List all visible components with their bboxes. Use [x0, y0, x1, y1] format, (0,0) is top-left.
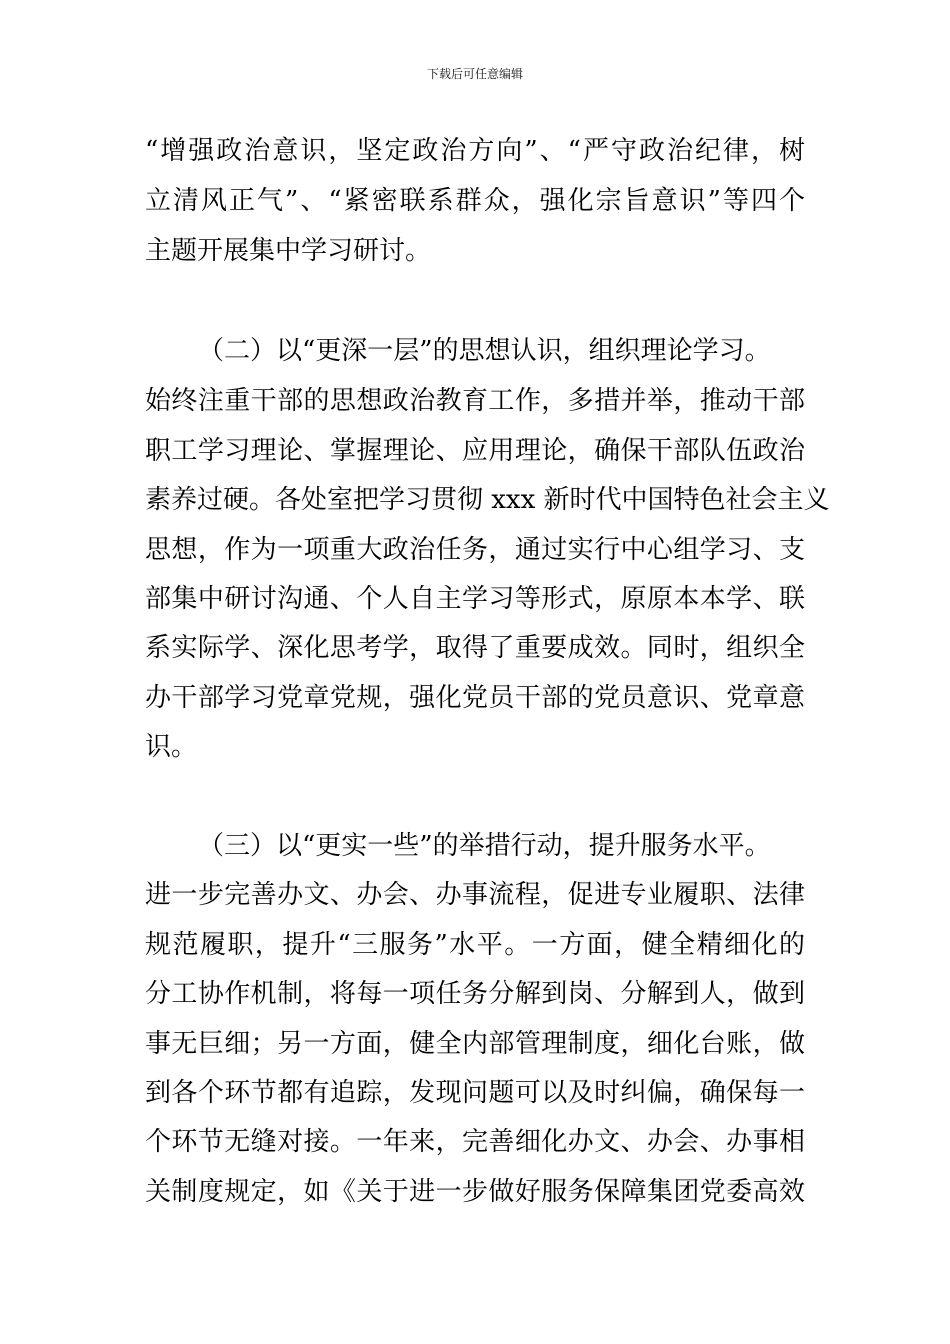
text-line: “增强政治意识，坚定政治方向”、“严守政治纪律，树: [145, 136, 805, 166]
text-line: 识。: [145, 732, 198, 762]
text-line: 到各个环节都有追踪，发现问题可以及时纠偏，确保每一: [145, 1078, 805, 1108]
text-line: 办干部学习党章党规，强化党员干部的党员意识、党章意: [145, 683, 805, 713]
text-line: 素养过硬。各处室把学习贯彻 xxx 新时代中国特色社会主义: [145, 485, 830, 515]
text-line: 关制度规定，如《关于进一步做好服务保障集团党委高效: [145, 1177, 805, 1207]
text-line: 主题开展集中学习研讨。: [145, 236, 432, 266]
text-line: 事无巨细；另一方面，健全内部管理制度，细化台账，做: [145, 1029, 805, 1059]
text-line: 部集中研讨沟通、个人自主学习等形式，原原本本学、联: [145, 584, 805, 614]
text-line: 始终注重干部的思想政治教育工作，多措并举，推动干部: [145, 386, 805, 416]
text-line: 规范履职，提升“三服务”水平。一方面，健全精细化的: [145, 930, 805, 960]
text-line: 进一步完善办文、办会、办事流程，促进专业履职、法律: [145, 880, 805, 910]
page-header: 下载后可任意编辑: [426, 67, 523, 81]
text-line: 职工学习理论、掌握理论、应用理论，确保干部队伍政治: [145, 436, 805, 466]
section-heading-line: （二）以“更深一层”的思想认识，组织理论学习。: [198, 336, 771, 366]
text-line: 分工协作机制，将每一项任务分解到岗、分解到人，做到: [145, 979, 805, 1009]
section-heading-line: （三）以“更实一些”的举措行动，提升服务水平。: [198, 831, 771, 861]
text-line: 个环节无缝对接。一年来，完善细化办文、办会、办事相: [145, 1127, 805, 1157]
text-line: 立清风正气”、“紧密联系群众，强化宗旨意识”等四个: [145, 186, 805, 216]
text-line: 思想，作为一项重大政治任务，通过实行中心组学习、支: [145, 535, 805, 565]
text-line: 系实际学、深化思考学，取得了重要成效。同时，组织全: [145, 633, 805, 663]
